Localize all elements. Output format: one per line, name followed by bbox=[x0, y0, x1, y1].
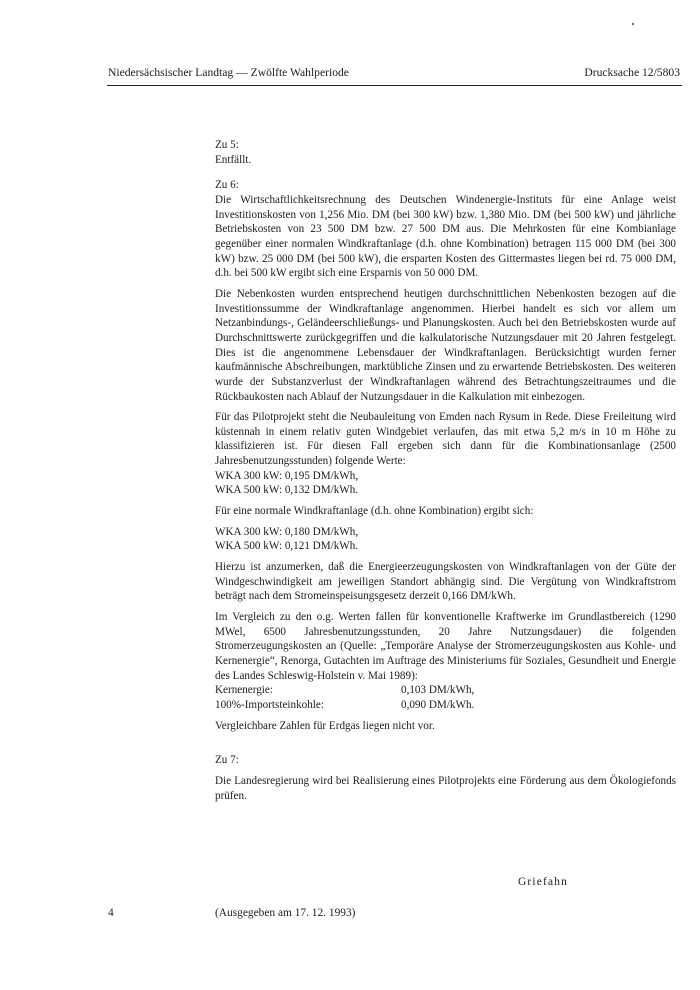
scan-dot bbox=[632, 23, 634, 25]
value-combi-300: WKA 300 kW: 0,195 DM/kWh, bbox=[215, 469, 359, 482]
signature: Griefahn bbox=[518, 876, 569, 888]
value-combi-500: WKA 500 kW: 0,132 DM/kWh. bbox=[215, 484, 359, 497]
header-rule bbox=[107, 85, 682, 86]
conventional-label: 100%-Importsteinkohle: bbox=[215, 698, 324, 711]
value-normal-500: WKA 500 kW: 0,121 DM/kWh. bbox=[215, 540, 359, 553]
conventional-label: Kernenergie: bbox=[215, 684, 273, 697]
paragraph-funding: Die Landesregierung wird bei Realisierung eines Pilotprojekts eine Förderung aus dem Ökologiefonds prüfen. bbox=[215, 774, 676, 802]
section-heading-6: Zu 6: bbox=[215, 179, 239, 192]
conventional-row bbox=[215, 698, 676, 713]
document-number: Drucksache 12/5803 bbox=[584, 66, 680, 79]
page-number: 4 bbox=[108, 907, 114, 919]
normal-plant-intro: Für eine normale Windkraftanlage (d.h. ohne Kombination) ergibt sich: bbox=[215, 505, 534, 518]
page-header bbox=[0, 0, 700, 90]
issue-date: (Ausgegeben am 17. 12. 1993) bbox=[215, 907, 356, 919]
conventional-row bbox=[215, 683, 676, 698]
section-heading-5: Zu 5: bbox=[215, 139, 239, 151]
paragraph-pilot-project: Für das Pilotprojekt steht die Neubauleitung von Emden nach Rysum in Rede. Diese Freileitung wird küstennah in einem relativ guten Windgebiet verlaufen, das mit etwa 5,2 m/s in 10 m Höhe zu klassifizieren ist. Für diesen Fall ergeben sich dann für die Kombinationsanlage (2500 Jahresbenutzungsstunden) folgende Werte: bbox=[215, 411, 676, 468]
paragraph-side-costs: Die Nebenkosten wurden entsprechend heutigen durchschnittlichen Nebenkosten bezogen auf die Investitionssumme der Windkraftanlage angenommen. Hierbei handelt es sich vor allem um Netzanbindungs-, Geländeerschließungs- und Planungskosten. Auch bei den Betriebskosten wurde auf Durchschnittswerte zurückgegriffen und die kalkulatorische Nutzungsdauer mit 20 Jahren festgelegt. Dies ist die angenommene Lebensdauer der Windkraftanlagen. Berücksichtigt wurden ferner kaufmännische Abschreibungen, marktübliche Zinsen und zu erwartende Betriebskosten. Des weiteren wurde der Substanzverlust der Windkraftanlagen während des Betrachtungszeitraumes und die Rückbaukosten nach Ablauf der Nutzungsdauer in die Kalkulation mit einbezogen. bbox=[215, 287, 676, 403]
section-heading-7: Zu 7: bbox=[215, 754, 239, 767]
parliament-title: Niedersächsischer Landtag — Zwölfte Wahlperiode bbox=[108, 66, 349, 79]
paragraph-remark: Hierzu ist anzumerken, daß die Energieerzeugungskosten von Windkraftanlagen von der Güte der Windgeschwindigkeit am jeweiligen Standort abhängig sind. Die Vergütung von Windkraftstrom beträgt nach dem Stromeinspeisungsgesetz derzeit 0,166 DM/kWh. bbox=[215, 561, 676, 603]
document-body bbox=[215, 138, 676, 803]
value-normal-300: WKA 300 kW: 0,180 DM/kWh, bbox=[215, 525, 359, 538]
section-5-text: Entfällt. bbox=[215, 153, 252, 166]
paragraph-comparison: Im Vergleich zu den o.g. Werten fallen für konventionelle Kraftwerke im Grundlastbereich (1290 MWel, 6500 Jahresbenutzungsstunden, 20 Jahre Nutzungsdauer) die folgenden Stromerzeugungskosten an (Quelle: „Temporäre Analyse der Stromerzeugungskosten aus Kohle- und Kernenergie“, Renorga, Gutachten im Auftrage des Ministeriums für Soziales, Gesundheit und Energie des Landes Schleswig-Holstein v. Mai 1989): bbox=[215, 611, 676, 682]
conventional-value: 0,103 DM/kWh, bbox=[401, 684, 475, 697]
paragraph-investment-costs: Die Wirtschaftlichkeitsrechnung des Deutschen Windenergie-Instituts für eine Anlage weist Investitionskosten von 1,256 Mio. DM (bei 300 kW) bzw. 1,380 Mio. DM (bei 500 kW) und jährliche Betriebskosten von 23 500 DM bzw. 27 500 DM aus. Die Mehrkosten für eine Kombianlage gegenüber einer normalen Windkraftanlage (d.h. ohne Kombination) betragen 115 000 DM (bei 300 kW) bzw. 25 000 DM (bei 500 kW), die ersparten Kosten des Gittermastes liegen bei rd. 75 000 DM, d.h. bei 500 kW ergibt sich eine Ersparnis von 50 000 DM. bbox=[215, 193, 676, 280]
gas-note: Vergleichbare Zahlen für Erdgas liegen nicht vor. bbox=[215, 719, 435, 732]
conventional-value: 0,090 DM/kWh. bbox=[401, 698, 475, 711]
